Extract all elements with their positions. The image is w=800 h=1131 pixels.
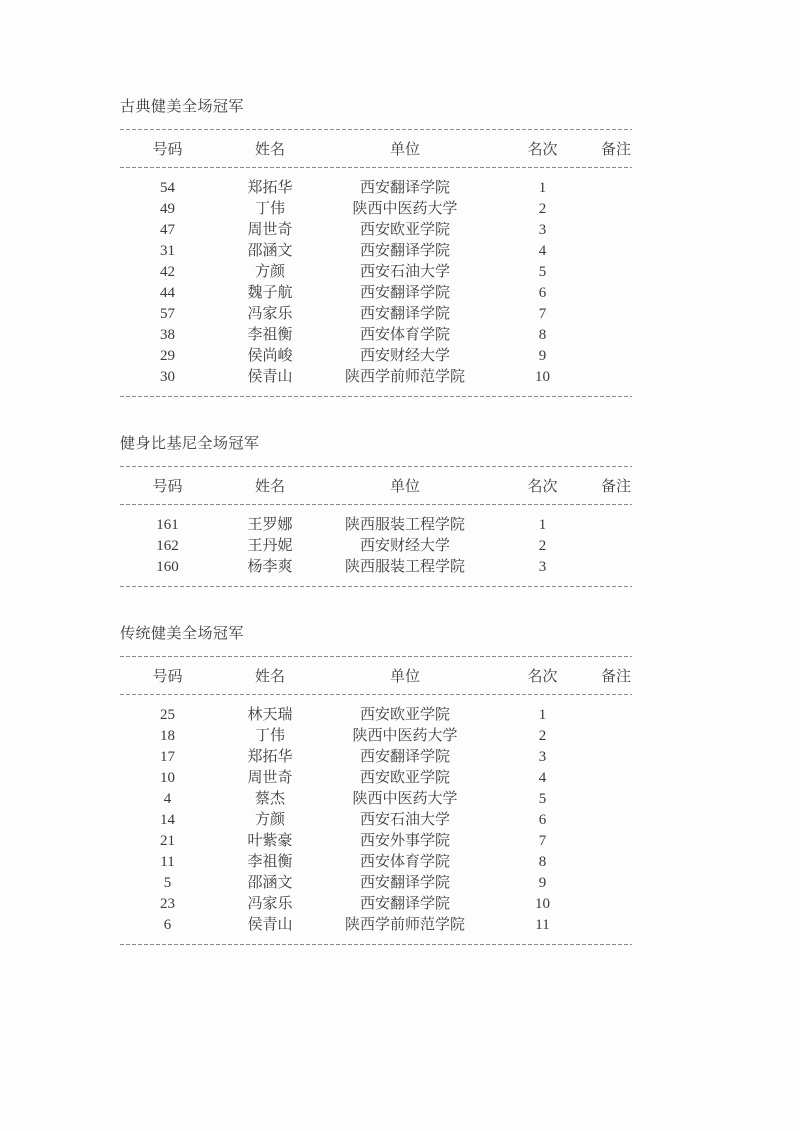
cell-number: 25	[160, 707, 175, 723]
table-row	[120, 705, 632, 726]
cell-unit: 西安翻译学院	[359, 306, 450, 322]
cell-note	[600, 852, 632, 873]
cell-rank: 3	[538, 222, 547, 238]
results-section	[120, 626, 632, 945]
cell-number: 47	[160, 222, 175, 238]
cell-unit: 西安翻译学院	[359, 180, 450, 196]
table-header-row	[120, 657, 632, 694]
table-row	[120, 747, 632, 768]
cell-note	[600, 283, 632, 304]
table-row	[120, 852, 632, 873]
cell-number: 6	[163, 917, 172, 933]
cell-name: 李祖衡	[247, 327, 293, 343]
cell-name: 郑拓华	[247, 749, 293, 765]
table-row	[120, 199, 632, 220]
cell-unit: 西安财经大学	[359, 348, 450, 364]
table-row	[120, 726, 632, 747]
cell-note	[600, 536, 632, 557]
cell-number: 161	[156, 517, 179, 533]
table-row	[120, 367, 632, 388]
column-header-name: 姓名	[254, 669, 285, 685]
cell-name: 侯青山	[247, 917, 293, 933]
cell-rank: 2	[538, 538, 547, 554]
cell-number: 44	[160, 285, 175, 301]
column-header-unit: 单位	[389, 669, 420, 685]
cell-note	[600, 325, 632, 346]
table-row	[120, 873, 632, 894]
cell-note	[600, 220, 632, 241]
cell-rank: 10	[535, 896, 550, 912]
column-header-number: 号码	[152, 669, 183, 685]
table-header-row	[120, 130, 632, 167]
cell-rank: 7	[538, 833, 547, 849]
cell-unit: 西安体育学院	[359, 327, 450, 343]
cell-rank: 6	[538, 812, 547, 828]
table-row	[120, 241, 632, 262]
table-row	[120, 304, 632, 325]
cell-name: 周世奇	[247, 222, 293, 238]
dashed-divider-bottom	[120, 586, 632, 587]
cell-number: 42	[160, 264, 175, 280]
table-row	[120, 768, 632, 789]
cell-number: 10	[160, 770, 175, 786]
column-header-number: 号码	[152, 142, 183, 158]
cell-rank: 1	[538, 707, 547, 723]
cell-note	[600, 557, 632, 578]
cell-name: 冯家乐	[247, 896, 293, 912]
cell-rank: 8	[538, 854, 547, 870]
cell-number: 18	[160, 728, 175, 744]
cell-note	[600, 705, 632, 726]
dashed-divider-bottom	[120, 944, 632, 945]
cell-note	[600, 789, 632, 810]
cell-number: 21	[160, 833, 175, 849]
cell-name: 杨李爽	[247, 559, 293, 575]
cell-unit: 西安翻译学院	[359, 749, 450, 765]
cell-rank: 3	[538, 559, 547, 575]
cell-unit: 陕西中医药大学	[352, 201, 458, 217]
cell-note	[600, 831, 632, 852]
cell-unit: 陕西中医药大学	[352, 791, 458, 807]
cell-unit: 陕西学前师范学院	[344, 917, 465, 933]
cell-unit: 西安体育学院	[359, 854, 450, 870]
table-body	[120, 695, 632, 944]
table-row	[120, 831, 632, 852]
cell-rank: 7	[538, 306, 547, 322]
cell-number: 17	[160, 749, 175, 765]
table-body	[120, 168, 632, 396]
cell-name: 郑拓华	[247, 180, 293, 196]
section-title: 古典健美全场冠军	[120, 99, 245, 115]
cell-number: 160	[156, 559, 179, 575]
table-body	[120, 505, 632, 586]
column-header-rank: 名次	[527, 142, 558, 158]
table-row	[120, 810, 632, 831]
cell-name: 邵涵文	[247, 875, 293, 891]
cell-note	[600, 810, 632, 831]
cell-note	[600, 346, 632, 367]
cell-note	[600, 894, 632, 915]
cell-note	[600, 262, 632, 283]
column-header-unit: 单位	[389, 479, 420, 495]
table-row	[120, 789, 632, 810]
cell-rank: 11	[535, 917, 550, 933]
cell-note	[600, 241, 632, 262]
cell-number: 4	[163, 791, 172, 807]
table-header-row	[120, 467, 632, 504]
cell-note	[600, 915, 632, 936]
cell-name: 侯青山	[247, 369, 293, 385]
cell-note	[600, 515, 632, 536]
table-row	[120, 325, 632, 346]
section-title: 健身比基尼全场冠军	[120, 436, 260, 452]
cell-number: 31	[160, 243, 175, 259]
table-row	[120, 515, 632, 536]
cell-rank: 10	[535, 369, 550, 385]
cell-name: 冯家乐	[247, 306, 293, 322]
table-row	[120, 346, 632, 367]
column-header-name: 姓名	[254, 142, 285, 158]
cell-number: 5	[163, 875, 172, 891]
cell-number: 23	[160, 896, 175, 912]
cell-name: 王丹妮	[247, 538, 293, 554]
cell-rank: 1	[538, 517, 547, 533]
cell-unit: 西安财经大学	[359, 538, 450, 554]
cell-name: 叶紫豪	[247, 833, 293, 849]
table-row	[120, 894, 632, 915]
cell-note	[600, 367, 632, 388]
cell-number: 30	[160, 369, 175, 385]
cell-rank: 1	[538, 180, 547, 196]
cell-note	[600, 178, 632, 199]
cell-note	[600, 304, 632, 325]
cell-rank: 4	[538, 243, 547, 259]
cell-name: 李祖衡	[247, 854, 293, 870]
cell-unit: 陕西服装工程学院	[344, 559, 465, 575]
cell-name: 侯尚峻	[247, 348, 293, 364]
cell-unit: 西安欧亚学院	[359, 707, 450, 723]
cell-number: 57	[160, 306, 175, 322]
cell-note	[600, 873, 632, 894]
column-header-note: 备注	[600, 669, 631, 685]
cell-name: 王罗娜	[247, 517, 293, 533]
column-header-rank: 名次	[527, 479, 558, 495]
table-row	[120, 536, 632, 557]
cell-name: 邵涵文	[247, 243, 293, 259]
cell-name: 蔡杰	[254, 791, 285, 807]
cell-name: 周世奇	[247, 770, 293, 786]
cell-note	[600, 747, 632, 768]
dashed-divider-bottom	[120, 396, 632, 397]
table-row	[120, 178, 632, 199]
column-header-number: 号码	[152, 479, 183, 495]
cell-name: 方颜	[254, 812, 285, 828]
cell-rank: 3	[538, 749, 547, 765]
cell-note	[600, 726, 632, 747]
cell-number: 162	[156, 538, 179, 554]
cell-number: 38	[160, 327, 175, 343]
cell-rank: 9	[538, 875, 547, 891]
cell-rank: 9	[538, 348, 547, 364]
cell-rank: 5	[538, 264, 547, 280]
cell-number: 54	[160, 180, 175, 196]
cell-name: 方颜	[254, 264, 285, 280]
cell-rank: 6	[538, 285, 547, 301]
table-row	[120, 262, 632, 283]
cell-unit: 西安翻译学院	[359, 243, 450, 259]
cell-unit: 西安翻译学院	[359, 875, 450, 891]
cell-note	[600, 199, 632, 220]
table-row	[120, 557, 632, 578]
table-row	[120, 220, 632, 241]
cell-unit: 西安石油大学	[359, 812, 450, 828]
cell-unit: 西安翻译学院	[359, 896, 450, 912]
table-row	[120, 915, 632, 936]
cell-rank: 2	[538, 201, 547, 217]
cell-unit: 陕西学前师范学院	[344, 369, 465, 385]
cell-number: 29	[160, 348, 175, 364]
cell-name: 林天瑞	[247, 707, 293, 723]
cell-unit: 西安外事学院	[359, 833, 450, 849]
cell-name: 丁伟	[254, 201, 285, 217]
column-header-rank: 名次	[527, 669, 558, 685]
cell-rank: 5	[538, 791, 547, 807]
cell-rank: 2	[538, 728, 547, 744]
cell-number: 49	[160, 201, 175, 217]
cell-unit: 陕西中医药大学	[352, 728, 458, 744]
cell-unit: 西安欧亚学院	[359, 222, 450, 238]
results-section	[120, 436, 632, 587]
results-section	[120, 99, 632, 397]
cell-note	[600, 768, 632, 789]
section-title: 传统健美全场冠军	[120, 626, 245, 642]
column-header-unit: 单位	[389, 142, 420, 158]
sections-container	[120, 99, 632, 945]
cell-rank: 8	[538, 327, 547, 343]
cell-number: 11	[160, 854, 175, 870]
column-header-note: 备注	[600, 142, 631, 158]
table-row	[120, 283, 632, 304]
cell-name: 魏子航	[247, 285, 293, 301]
cell-number: 14	[160, 812, 175, 828]
cell-unit: 西安欧亚学院	[359, 770, 450, 786]
column-header-name: 姓名	[254, 479, 285, 495]
cell-name: 丁伟	[254, 728, 285, 744]
cell-unit: 陕西服装工程学院	[344, 517, 465, 533]
cell-rank: 4	[538, 770, 547, 786]
cell-unit: 西安石油大学	[359, 264, 450, 280]
cell-unit: 西安翻译学院	[359, 285, 450, 301]
column-header-note: 备注	[600, 479, 631, 495]
